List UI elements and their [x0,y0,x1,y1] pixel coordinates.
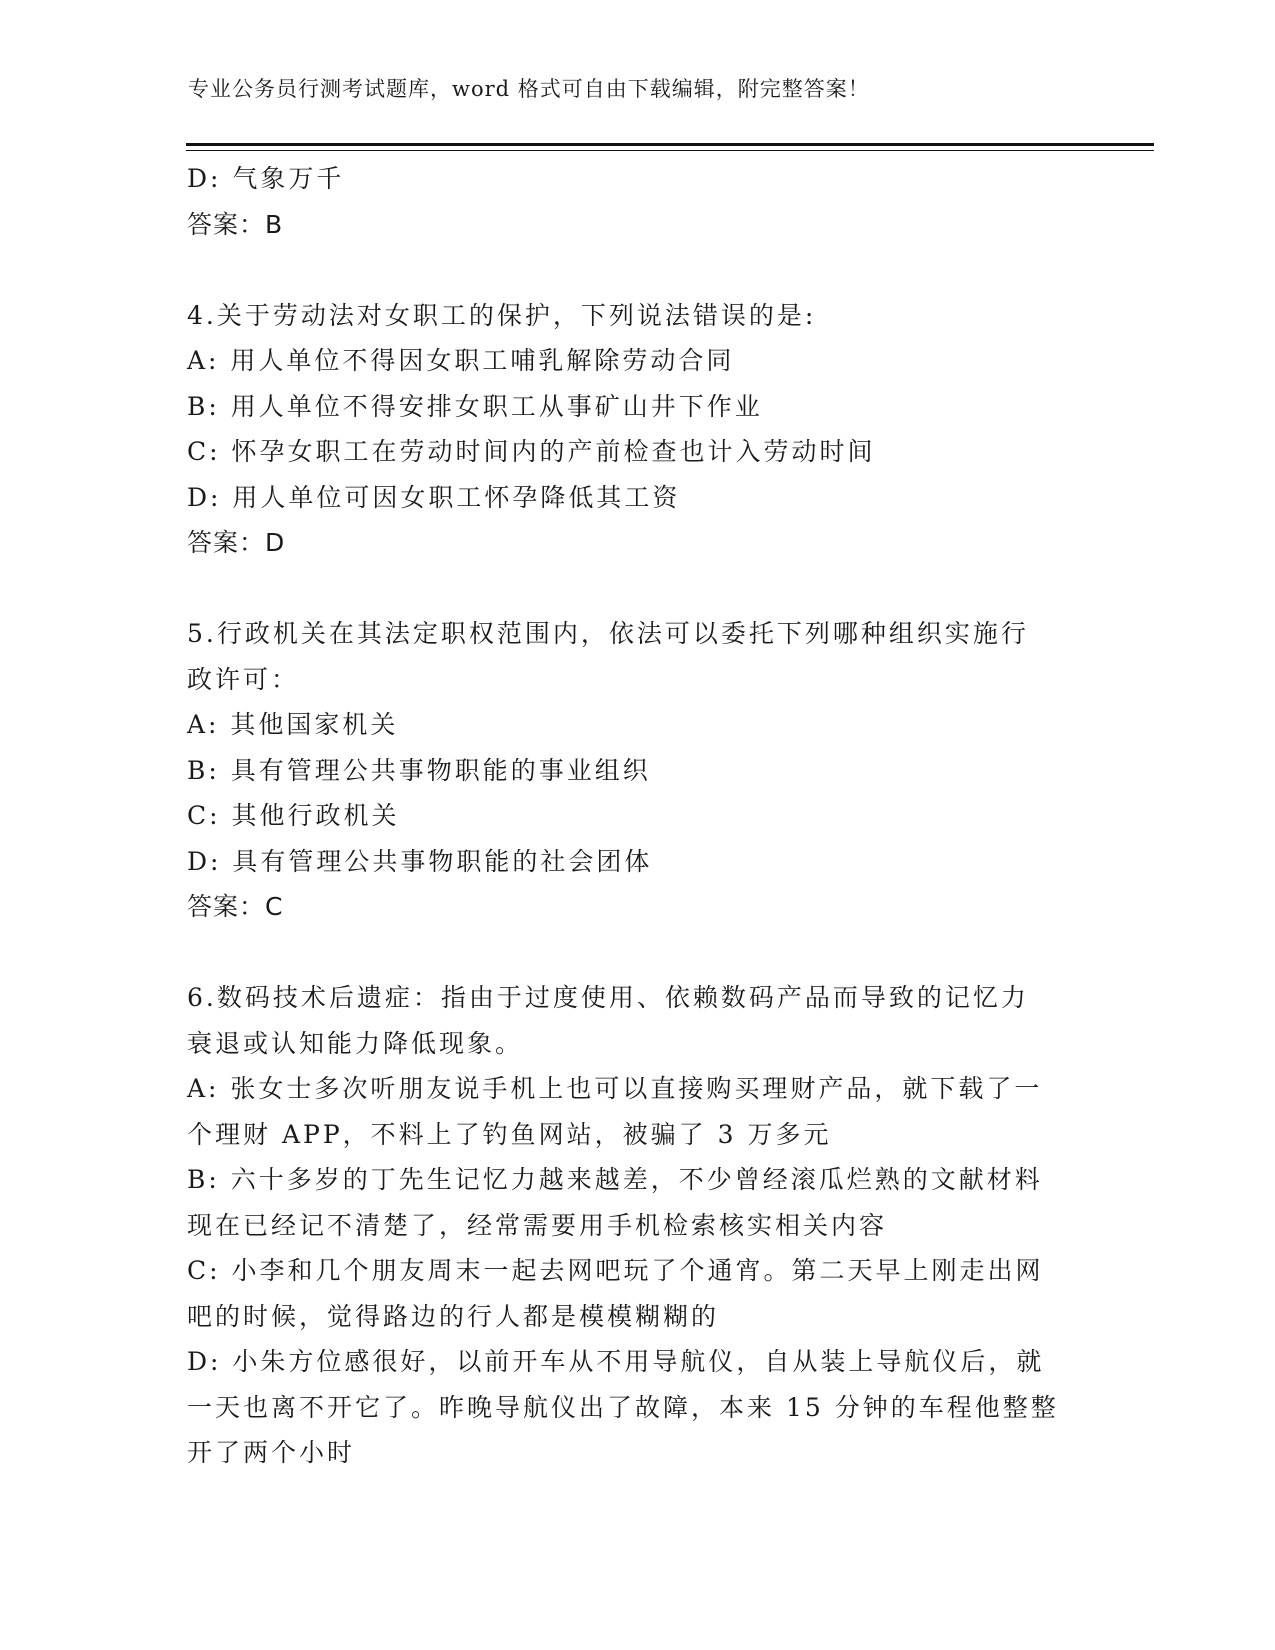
q5-question-line2: 政许可： [187,664,300,694]
q4-option-c: C: 怀孕女职工在劳动时间内的产前检查也计入劳动时间 [187,437,876,466]
q5-option-b: B: 具有管理公共事物职能的事业组织 [187,755,651,785]
q3-option-d: D: 气象万千 [187,164,345,193]
q4-answer: 答案：D [187,528,286,557]
q6-option-c-line1: C: 小李和几个朋友周末一起去网吧玩了个通宵。第二天早上刚走出网 [187,1256,1044,1285]
page-header: 专业公务员行测考试题库，word 格式可自由下载编辑，附完整答案！ [188,77,870,101]
q4-question: 4.关于劳动法对女职工的保护，下列说法错误的是: [187,300,817,330]
q6-option-a-line2: 个理财 APP，不料上了钓鱼网站，被骗了 3 万多元 [187,1119,832,1149]
question-4 [187,293,1087,566]
question-6 [187,975,1087,1476]
q6-option-d-line3: 开了两个小时 [187,1438,356,1467]
q6-question-line1: 6.数码技术后遗症：指由于过度使用、依赖数码产品而导致的记忆力 [187,983,1029,1012]
question-3-tail [187,156,1087,247]
q5-question-line1: 5.行政机关在其法定职权范围内，依法可以委托下列哪种组织实施行 [187,619,1029,648]
q4-option-b: B: 用人单位不得安排女职工从事矿山井下作业 [187,391,763,421]
q5-option-c: C: 其他行政机关 [187,801,400,830]
spacer [187,247,1087,293]
question-5 [187,611,1087,930]
question-content [187,156,1087,1476]
q4-option-a: A: 用人单位不得因女职工哺乳解除劳动合同 [187,346,735,375]
header-rule-thick [186,143,1154,146]
q6-option-d-line1: D: 小朱方位感很好，以前开车从不用导航仪，自从装上导航仪后，就 [187,1347,1045,1376]
q6-option-b-line2: 现在已经记不清楚了，经常需要用手机检索核实相关内容 [187,1210,888,1240]
q6-option-c-line2: 吧的时候，觉得路边的行人都是模模糊糊的 [187,1301,720,1331]
q6-option-d-line2: 一天也离不开它了。昨晚导航仪出了故障，本来 15 分钟的车程他整整 [187,1392,1059,1422]
q6-option-b-line1: B: 六十多岁的丁先生记忆力越来越差，不少曾经滚瓜烂熟的文献材料 [187,1165,1043,1194]
header-rule-thin [186,150,1154,151]
q5-option-a: A: 其他国家机关 [187,710,399,739]
q5-option-d: D: 具有管理公共事物职能的社会团体 [187,846,653,876]
q4-option-d: D: 用人单位可因女职工怀孕降低其工资 [187,482,681,512]
spacer [187,566,1087,612]
q6-question-line2: 衰退或认知能力降低现象。 [187,1028,524,1058]
spacer [187,930,1087,976]
q5-answer: 答案：C [187,892,284,921]
q3-answer: 答案：B [187,209,284,239]
q6-option-a-line1: A: 张女士多次听朋友说手机上也可以直接购买理财产品，就下载了一 [187,1074,1043,1103]
